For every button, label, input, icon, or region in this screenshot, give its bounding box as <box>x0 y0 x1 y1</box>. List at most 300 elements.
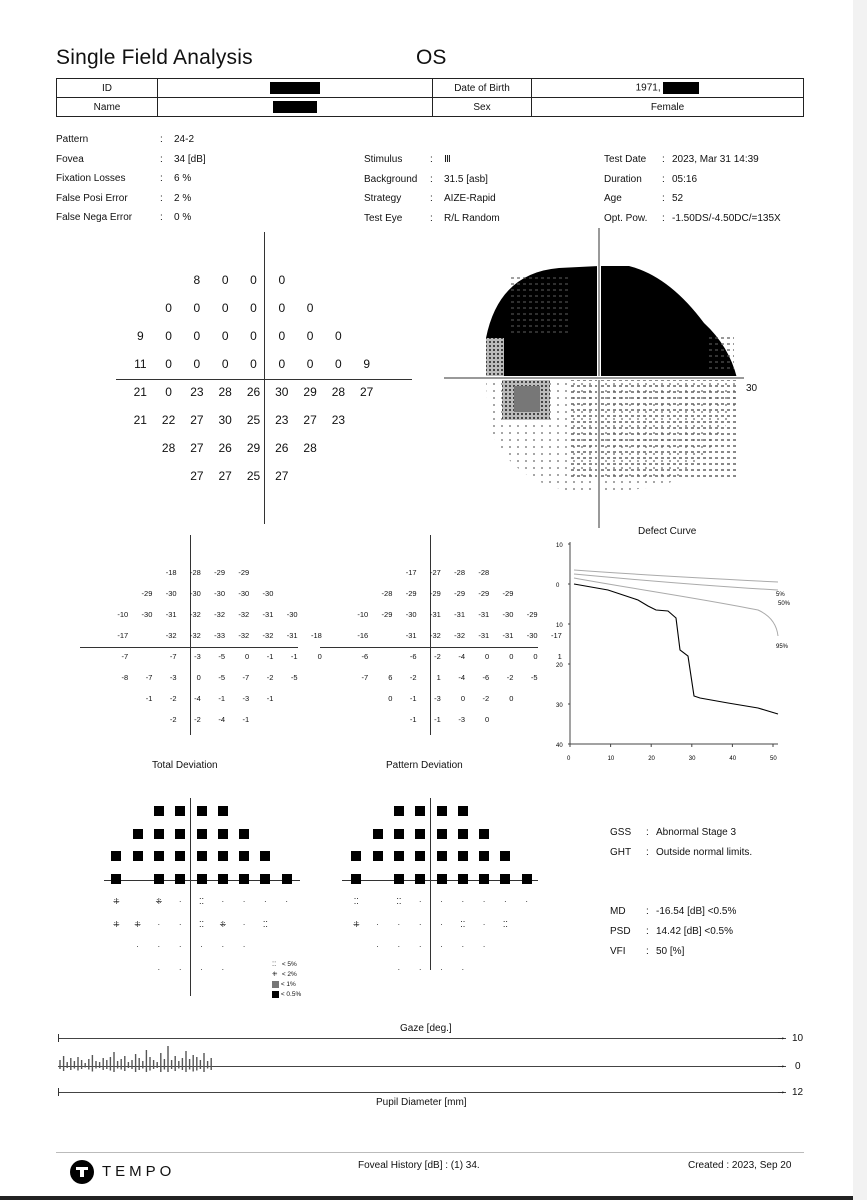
deviation-value: -7 <box>361 673 369 682</box>
page-title: Single Field Analysis <box>56 46 253 69</box>
probability-cell-05 <box>197 851 207 861</box>
sensitivity-value: 23 <box>331 413 346 427</box>
deviation-value: 6 <box>388 673 393 682</box>
sensitivity-value: 25 <box>246 469 261 483</box>
dc-y-tick: 10 <box>556 543 563 549</box>
probability-cell-05 <box>260 851 270 861</box>
deviation-value: -30 <box>405 610 417 619</box>
deviation-value: -29 <box>478 589 490 598</box>
probability-cell: · <box>157 964 161 974</box>
dc-label-5: 5% <box>776 592 785 598</box>
deviation-value: -7 <box>145 673 153 682</box>
probability-cell-05 <box>133 851 143 861</box>
deviation-value: -30 <box>238 589 250 598</box>
param-value: R/L Random <box>444 212 500 224</box>
sex-label: Sex <box>433 98 532 117</box>
deviation-value: -17 <box>117 631 129 640</box>
deviation-value: -31 <box>286 631 298 640</box>
sensitivity-value: 23 <box>275 413 289 427</box>
dc-x-tick: 40 <box>729 756 737 762</box>
deviation-value: -1 <box>409 694 417 703</box>
probability-cell: · <box>418 964 422 974</box>
dc-label-50: 50% <box>778 601 791 607</box>
deviation-value: -6 <box>409 652 417 661</box>
probability-cell: · <box>200 964 203 974</box>
deviation-value: -29 <box>381 610 393 619</box>
deviation-value: 0 <box>485 652 490 661</box>
sensitivity-value: 25 <box>246 413 261 427</box>
probability-cell-05 <box>260 874 270 884</box>
redaction-block <box>663 82 699 94</box>
probability-cell-05 <box>415 806 425 816</box>
param-value: 0 % <box>174 212 192 223</box>
deviation-value: -29 <box>214 568 225 577</box>
legend-05: < 0.5% <box>272 990 301 1000</box>
id-value <box>158 79 433 98</box>
dc-y-tick: 30 <box>556 703 563 709</box>
id-label: ID <box>57 79 158 98</box>
gaze-10: 10 <box>792 1033 804 1044</box>
probability-cell: · <box>525 896 529 906</box>
deviation-value: -6 <box>482 673 490 682</box>
param-value: AIZE-Rapid <box>444 193 496 204</box>
param-colon: : <box>160 212 163 223</box>
param-colon: : <box>662 173 665 185</box>
right-edge <box>853 0 867 1200</box>
sensitivity-value: 0 <box>165 357 172 371</box>
probability-cell: · <box>397 942 401 952</box>
probability-cell-05 <box>239 874 249 884</box>
dc-x-tick: 50 <box>770 756 777 762</box>
probability-cell-05 <box>154 874 164 884</box>
deviation-value: -4 <box>458 673 465 682</box>
probability-cell-05 <box>394 874 404 884</box>
dc-y-tick: 20 <box>556 663 563 669</box>
deviation-value: -32 <box>238 631 250 640</box>
probability-cell-05 <box>394 806 404 816</box>
probability-cell-05 <box>218 851 228 861</box>
sensitivity-value: 26 <box>275 441 289 455</box>
gaze-title: Gaze [deg.] <box>400 1023 452 1034</box>
deviation-value: -31 <box>429 610 441 619</box>
probability-cell-05 <box>373 851 383 861</box>
sensitivity-value: 0 <box>306 301 314 315</box>
gaze-trace <box>58 1044 228 1080</box>
deviation-value: -31 <box>262 610 274 619</box>
deviation-value: -29 <box>238 568 250 577</box>
deviation-value: -16 <box>357 631 369 640</box>
pd-axis-h <box>320 647 538 648</box>
td-prob-axis-v <box>190 798 191 996</box>
dob-label: Date of Birth <box>433 79 532 98</box>
sensitivity-value: 0 <box>193 301 201 315</box>
probability-cell-05 <box>479 851 489 861</box>
deviation-value: 0 <box>485 715 490 724</box>
probability-cell-05 <box>373 829 383 839</box>
probability-cell-05 <box>394 851 404 861</box>
sensitivity-value: 27 <box>218 469 232 483</box>
index-colon: : <box>646 946 649 957</box>
footer-divider <box>56 1152 804 1153</box>
probability-cell-05 <box>154 829 164 839</box>
deviation-value: -31 <box>478 610 490 619</box>
probability-cell-05 <box>282 874 292 884</box>
probability-cell: · <box>200 942 203 952</box>
created-date: Created : 2023, Sep 20 <box>688 1160 792 1171</box>
probability-cell-05 <box>218 829 228 839</box>
probability-cell-05 <box>239 829 249 839</box>
probability-cell: · <box>178 896 182 906</box>
probability-cell: · <box>482 919 486 929</box>
deviation-value: -1 <box>242 715 250 724</box>
deviation-value: -3 <box>434 694 441 703</box>
name-value <box>158 98 433 117</box>
legend-1: < 1% <box>272 980 301 990</box>
deviation-value: -1 <box>434 715 441 724</box>
deviation-value: -7 <box>121 652 129 661</box>
deviation-value: -2 <box>506 673 514 682</box>
gss-key: GSS <box>610 827 632 838</box>
param-key: Duration <box>604 173 642 185</box>
probability-cell-05 <box>218 806 228 816</box>
sensitivity-value: 0 <box>278 273 286 287</box>
td-axis-h <box>80 647 298 648</box>
deviation-value: -7 <box>169 652 177 661</box>
deviation-value: -1 <box>218 694 225 703</box>
deviation-value: -18 <box>165 568 177 577</box>
deviation-value: -3 <box>458 715 465 724</box>
deviation-value: -10 <box>357 610 369 619</box>
probability-cell: · <box>264 896 267 906</box>
param-value: 2023, Mar 31 14:39 <box>672 154 759 165</box>
param-value: 2 % <box>174 192 192 204</box>
probability-cell: · <box>504 896 507 906</box>
param-colon: : <box>430 154 433 165</box>
probability-cell: ⁚⁚ <box>198 919 205 929</box>
probability-cell: ⁚⁚ <box>502 919 508 929</box>
greyscale-map <box>444 228 774 528</box>
deviation-value: -2 <box>194 715 201 724</box>
sex-value: Female <box>532 98 804 117</box>
deviation-value: -32 <box>165 631 177 640</box>
probability-cell-05 <box>415 829 425 839</box>
sensitivity-value: 27 <box>190 441 204 455</box>
dob-value: 1971, <box>635 82 661 94</box>
param-value: -1.50DS/-4.50DC/=135X <box>672 212 781 224</box>
probability-cell-05 <box>415 851 425 861</box>
probability-cell: · <box>157 942 161 952</box>
probability-cell: ⁜ <box>112 919 120 929</box>
deviation-value: -31 <box>165 610 177 619</box>
probability-cell: · <box>285 896 289 906</box>
deviation-value: -2 <box>409 673 417 682</box>
eye-label: OS <box>416 46 447 69</box>
param-key: Strategy <box>364 193 402 204</box>
probability-cell-05 <box>458 874 468 884</box>
deviation-value: -1 <box>266 694 274 703</box>
sensitivity-value: 28 <box>303 441 317 455</box>
deviation-value: -30 <box>189 589 201 598</box>
probability-cell-05 <box>133 829 143 839</box>
probability-cell: · <box>178 942 182 952</box>
deviation-value: -32 <box>214 610 225 619</box>
sensitivity-value: 29 <box>303 385 317 399</box>
sensitivity-value: 0 <box>221 273 229 287</box>
patient-table <box>56 78 804 117</box>
gss-value: Abnormal Stage 3 <box>656 827 737 838</box>
deviation-value: -32 <box>189 631 201 640</box>
deviation-value: 0 <box>460 694 465 703</box>
sensitivity-value: 29 <box>246 441 261 455</box>
probability-cell: · <box>221 896 225 906</box>
probability-legend <box>272 960 301 1000</box>
deviation-value: -28 <box>189 568 201 577</box>
probability-cell: · <box>157 919 161 929</box>
param-colon: : <box>160 153 163 165</box>
probability-cell: ⁚⁚ <box>460 919 466 929</box>
name-label: Name <box>57 98 158 117</box>
probability-cell: · <box>376 942 379 952</box>
probability-cell-05 <box>111 851 121 861</box>
dob-cell <box>532 79 804 98</box>
probability-cell: · <box>440 896 443 906</box>
deviation-value: -31 <box>454 610 465 619</box>
deviation-value: -29 <box>405 589 417 598</box>
sensitivity-value: 0 <box>193 329 201 343</box>
sensitivity-value: 0 <box>278 357 286 371</box>
probability-cell-05 <box>197 829 207 839</box>
probability-cell: · <box>418 942 422 952</box>
tempo-logo-icon <box>70 1160 94 1184</box>
probability-cell: · <box>376 919 379 929</box>
probability-cell: · <box>461 964 465 974</box>
sensitivity-value: 21 <box>133 385 147 399</box>
sensitivity-value: 0 <box>221 357 229 371</box>
deviation-value: 0 <box>509 652 514 661</box>
probability-cell: · <box>242 919 246 929</box>
deviation-value: -30 <box>141 610 153 619</box>
deviation-value: 0 <box>245 652 250 661</box>
deviation-value: -29 <box>141 589 153 598</box>
ght-key: GHT <box>610 847 632 858</box>
deviation-value: -3 <box>169 673 177 682</box>
sensitivity-value: 27 <box>275 469 289 483</box>
deviation-value: -32 <box>238 610 250 619</box>
probability-cell: · <box>461 896 465 906</box>
probability-cell-05 <box>437 806 447 816</box>
probability-cell: · <box>482 896 486 906</box>
param-colon: : <box>662 212 665 224</box>
probability-cell-05 <box>458 829 468 839</box>
probability-cell-05 <box>175 806 185 816</box>
param-value: Ⅲ <box>444 154 451 165</box>
deviation-value: -5 <box>218 652 225 661</box>
sensitivity-value: 26 <box>218 441 232 455</box>
probability-cell-05 <box>437 851 447 861</box>
deviation-value: -30 <box>502 610 514 619</box>
sensitivity-value: 0 <box>335 357 342 371</box>
deviation-value: -28 <box>381 589 393 598</box>
sensitivity-value: 0 <box>193 357 201 371</box>
param-key: Opt. Pow. <box>604 212 648 224</box>
dc-x-tick: 0 <box>567 756 571 762</box>
probability-cell: · <box>482 942 486 952</box>
probability-cell: · <box>440 919 443 929</box>
probability-cell-05 <box>175 851 185 861</box>
pattern-deviation-label: Pattern Deviation <box>386 760 463 771</box>
sensitivity-value: 0 <box>250 329 257 343</box>
param-key: Fixation Losses <box>56 173 126 184</box>
probability-cell-05 <box>500 874 510 884</box>
ght-value: Outside normal limits. <box>656 847 753 858</box>
probability-cell: ⁜ <box>219 919 227 929</box>
deviation-value: -30 <box>286 610 298 619</box>
param-key: Fovea <box>56 153 84 165</box>
param-colon: : <box>430 193 433 204</box>
gaze-top-line <box>58 1038 786 1039</box>
probability-cell: · <box>242 896 246 906</box>
index-key: VFI <box>610 946 626 957</box>
deviation-value: -3 <box>194 652 201 661</box>
index-colon: : <box>646 926 649 937</box>
dc-label-95: 95% <box>776 644 789 650</box>
sensitivity-value: 30 <box>275 385 289 399</box>
probability-cell: · <box>242 942 246 952</box>
probability-cell: ⁚⁚ <box>198 896 205 906</box>
deviation-value: -2 <box>169 694 177 703</box>
probability-cell: · <box>178 964 182 974</box>
param-colon: : <box>430 173 433 185</box>
deviation-value: -2 <box>266 673 274 682</box>
sensitivity-value: 0 <box>306 357 314 371</box>
sensitivity-value: 30 <box>218 413 232 427</box>
probability-cell-05 <box>239 851 249 861</box>
deviation-value: 0 <box>388 694 393 703</box>
probability-cell-05 <box>351 874 361 884</box>
param-value: 6 % <box>174 173 192 184</box>
legend-2: ⁜ < 2% <box>272 971 297 978</box>
sensitivity-value: 27 <box>303 413 317 427</box>
deviation-value: -5 <box>218 673 225 682</box>
deviation-value: -30 <box>165 589 177 598</box>
defect-curve-title: Defect Curve <box>638 526 697 537</box>
sensitivity-value: 0 <box>335 329 342 343</box>
deviation-value: -30 <box>262 589 274 598</box>
deviation-value: 1 <box>557 652 562 661</box>
deviation-value: -4 <box>218 715 225 724</box>
index-colon: : <box>646 906 649 917</box>
sensitivity-value: 9 <box>363 357 371 371</box>
param-key: False Posi Error <box>56 192 128 204</box>
param-key: Background <box>364 173 418 185</box>
deviation-value: 0 <box>317 652 322 661</box>
probability-cell: ⁜ <box>112 896 120 906</box>
deviation-value: -29 <box>502 589 514 598</box>
param-key: Stimulus <box>364 154 403 165</box>
deviation-value: -32 <box>454 631 465 640</box>
probability-cell-05 <box>458 851 468 861</box>
deviation-value: -32 <box>189 610 201 619</box>
dc-y-tick: 40 <box>556 743 563 749</box>
probability-cell: ⁜ <box>155 896 163 906</box>
probability-cell: · <box>221 942 225 952</box>
sensitivity-value: 21 <box>133 413 147 427</box>
dc-y-tick: 10 <box>556 623 563 629</box>
param-colon: : <box>662 154 665 165</box>
deviation-value: -18 <box>310 631 322 640</box>
probability-cell-05 <box>154 806 164 816</box>
sensitivity-value: 0 <box>278 329 286 343</box>
sensitivity-value: 27 <box>190 413 204 427</box>
dc-x-tick: 10 <box>607 756 615 762</box>
sensitivity-value: 22 <box>161 413 176 427</box>
total-deviation-label: Total Deviation <box>152 760 218 771</box>
probability-cell: · <box>178 919 182 929</box>
deviation-value: -30 <box>214 589 225 598</box>
deviation-value: -1 <box>145 694 153 703</box>
deviation-value: 0 <box>196 673 201 682</box>
probability-cell-05 <box>111 874 121 884</box>
deviation-value: -32 <box>429 631 441 640</box>
index-value: 14.42 [dB] <0.5% <box>656 926 734 937</box>
dc-x-tick: 20 <box>648 756 655 762</box>
deviation-value: -5 <box>530 673 538 682</box>
deviation-value: -29 <box>454 589 465 598</box>
probability-cell-05 <box>197 874 207 884</box>
param-key: Pattern <box>56 134 89 145</box>
probability-cell-05 <box>218 874 228 884</box>
deviation-value: -30 <box>526 631 538 640</box>
param-key: False Nega Error <box>56 212 133 223</box>
deviation-value: -31 <box>502 631 514 640</box>
sensitivity-value: 28 <box>218 385 232 399</box>
param-value: 52 <box>672 193 684 204</box>
probability-cell: ⁚⁚ <box>396 896 402 906</box>
param-colon: : <box>430 212 433 224</box>
brand-name: TEMPO <box>102 1163 176 1180</box>
probability-cell-05 <box>154 851 164 861</box>
sensitivity-value: 0 <box>278 301 286 315</box>
deviation-value: -1 <box>266 652 274 661</box>
sensitivity-value: 26 <box>246 385 261 399</box>
index-key: PSD <box>610 926 631 937</box>
probability-cell: ⁚⁚ <box>262 919 268 929</box>
deviation-value: -17 <box>550 631 562 640</box>
defect-curve-chart <box>548 538 808 768</box>
deviation-value: 1 <box>436 673 441 682</box>
pupil-label: Pupil Diameter [mm] <box>376 1097 467 1108</box>
index-key: MD <box>610 906 626 917</box>
dc-y-tick: 0 <box>556 583 560 589</box>
deviation-value: -29 <box>526 610 538 619</box>
deviation-value: 0 <box>509 694 514 703</box>
deviation-value: -31 <box>478 631 490 640</box>
probability-cell: · <box>397 919 401 929</box>
sensitivity-value: 0 <box>250 273 257 287</box>
probability-cell: · <box>418 896 422 906</box>
deviation-value: -4 <box>458 652 465 661</box>
param-value: 05:16 <box>672 173 698 185</box>
deviation-value: -1 <box>409 715 417 724</box>
sensitivity-value: 0 <box>165 385 172 399</box>
deviation-value: -28 <box>454 568 465 577</box>
probability-cell: · <box>136 942 139 952</box>
probability-cell-05 <box>437 874 447 884</box>
deviation-value: -31 <box>405 631 417 640</box>
dc-x-tick: 30 <box>688 756 696 762</box>
sensitivity-value: 27 <box>190 469 204 483</box>
deviation-value: -10 <box>117 610 129 619</box>
